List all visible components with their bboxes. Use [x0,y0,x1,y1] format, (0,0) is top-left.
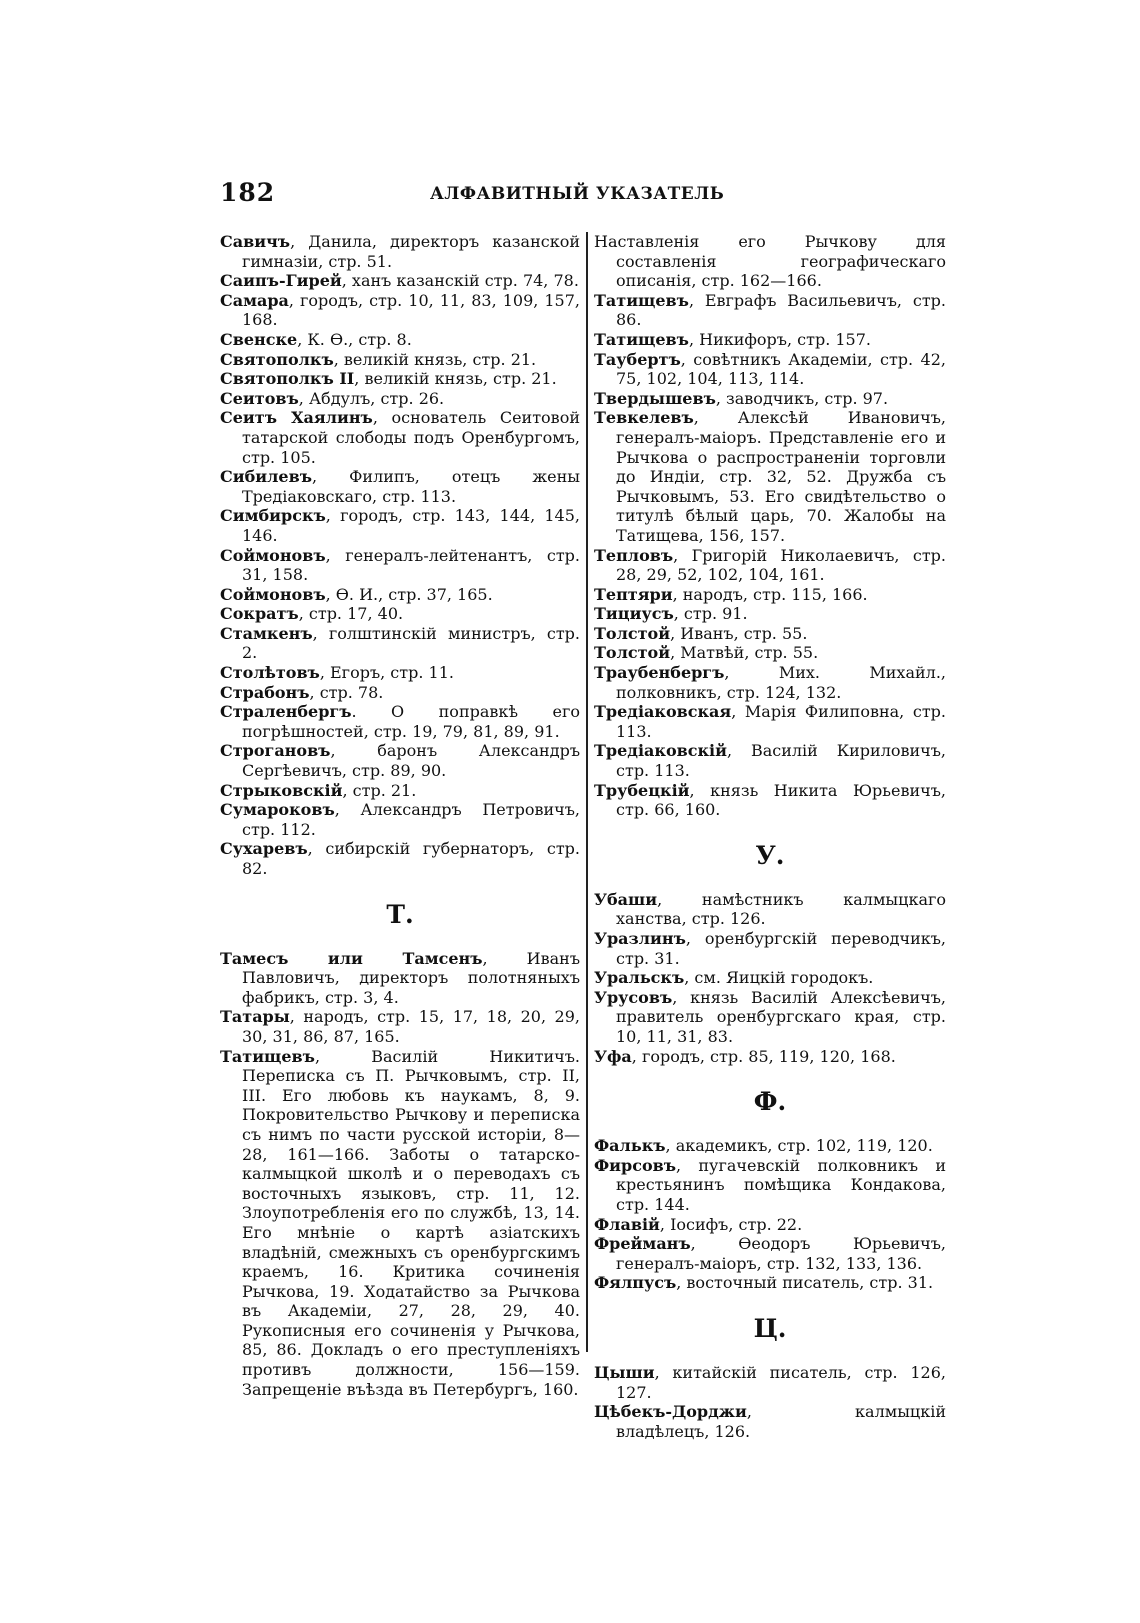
index-entry-text: , К. Ѳ., стр. 8. [297,329,412,349]
index-entry-heading: Столѣтовъ [220,663,320,683]
index-entry [220,800,580,839]
index-entry [220,663,580,683]
index-entry-text: , см. Яицкій городокъ. [684,968,874,988]
index-entry [594,585,946,605]
index-entry-heading: Строгановъ [220,741,331,761]
index-entry [594,741,946,780]
index-entry-text: , заводчикъ, стр. 97. [715,388,889,408]
index-entry [220,624,580,663]
index-entry-heading: Фрейманъ [594,1234,691,1254]
section-letter-u: У. [755,840,785,870]
index-entry-text: , стр. 17, 40. [298,604,404,624]
index-entry-text: Наставленія его Рычкову для составленія географическаго описанія, стр. 162—166. [594,232,946,291]
running-title: АЛФАВИТНЫЙ УКАЗАТЕЛЬ [430,184,725,204]
index-entry [220,369,580,389]
index-entry-heading: Уразлинъ [594,929,686,948]
index-entry-text: , князь Никита Юрьевичъ, стр. 66, 160. [616,780,946,820]
index-entry-text: , Матвѣй, стр. 55. [670,643,819,663]
index-entry-heading: Тредіаковскій [594,741,727,761]
index-entry-heading: Тициусъ [594,604,674,624]
index-entry [220,1047,580,1400]
index-entry [594,1136,946,1156]
index-entry-text: , Алексѣй Ивановичъ, генералъ-маіоръ. Представленіе его и Рычкова о распространеніи торговли до Индіи, стр. 32, 52. Дружба съ Рычковымъ, 53. Его свидѣтельство о титулѣ бѣлый царь, 70. Жалобы на Татищева, 156, 157. [616,408,946,545]
section-s-entries [220,232,580,879]
index-entry-text: , Егоръ, стр. 11. [319,663,454,683]
index-entry-heading: Урусовъ [594,987,673,1007]
index-entry-heading: Тепловъ [594,545,674,565]
index-entry-text: , совѣтникъ Академіи, стр. 42, 75, 102, 104, 113, 114. [616,349,946,389]
index-entry-heading: Таубертъ [594,349,681,369]
index-entry-text: , народъ, стр. 115, 166. [672,584,868,604]
index-entry-text: , великій князь, стр. 21. [354,369,557,389]
index-entry-heading: Толстой [594,643,671,663]
index-entry [594,1215,946,1235]
index-entry-heading: Сухаревъ [220,839,308,859]
index-entry-text: , китайскій писатель, стр. 126, 127. [616,1362,946,1402]
index-entry-text: , намѣстникъ калмыцкаго ханства, стр. 126. [616,889,946,929]
index-entry-heading: Стрыковскій [220,780,343,800]
index-entry-heading: Татищевъ [594,290,689,310]
index-entry-heading: Флавій [594,1214,660,1234]
index-entry [594,389,946,409]
index-entry-text: , Ѳеодоръ Юрьевичъ, генералъ-маіоръ, стр. 132, 133, 136. [616,1234,946,1273]
index-entry-text: , пугачевскій полковникъ и крестьянинъ помѣщика Кондакова, стр. 144. [616,1155,946,1214]
index-entry-heading: Татищевъ [594,329,689,349]
index-entry-text: , Марія Филиповна, стр. 113. [616,702,946,741]
index-entry-heading: Стамкенъ [220,623,313,643]
index-entry [594,624,946,644]
index-entry-text: , Абдулъ, стр. 26. [298,388,445,408]
index-entry-heading: Татищевъ [220,1046,315,1066]
index-entry-text: , Ѳ. И., стр. 37, 165. [325,584,493,604]
section-ts-entries [594,1363,946,1441]
index-entry [594,604,946,624]
index-entry-heading: Уфа [594,1046,632,1066]
index-entry-text: , Данила, директоръ казанской гимназіи, стр. 51. [242,232,580,271]
index-entry [220,781,580,801]
index-entry-text: , стр. 78. [309,682,384,702]
index-entry [220,683,580,703]
index-entry [220,330,580,350]
index-entry-text: , городъ, стр. 85, 119, 120, 168. [631,1046,896,1066]
index-entry [220,350,580,370]
index-entry-text: , великій князь, стр. 21. [333,349,537,369]
index-entry-heading: Соймоновъ [220,584,326,604]
index-entry [220,604,580,624]
index-entry-heading: Саипъ-Гирей [220,271,342,291]
index-entry-heading: Савичъ [220,232,291,251]
index-entry-text: , Никифоръ, стр. 157. [688,329,871,349]
index-entry [220,702,580,741]
index-entry-heading: Сумароковъ [220,800,335,820]
index-entry-heading: Страбонъ [220,682,310,702]
index-entry-text: , восточный писатель, стр. 31. [676,1273,934,1293]
index-entry-text: , сибирскій губернаторъ, стр. 82. [242,839,580,878]
section-letter-f: Ф. [753,1087,787,1117]
index-entry [220,585,580,605]
index-entry [594,546,946,585]
column-divider [586,232,588,1352]
index-entry-text: , городъ, стр. 143, 144, 145, 146. [242,506,580,545]
index-entry-text: , калмыцкій владѣлецъ, 126. [616,1402,946,1441]
index-entry-text: , ханъ казанскій стр. 74, 78. [341,271,579,291]
index-entry-heading: Фирсовъ [594,1155,677,1175]
index-entry [594,1273,946,1293]
index-entry [594,1047,946,1067]
index-entry-heading: Сибилевъ [220,467,312,487]
index-entry [220,291,580,330]
index-entry-text: , князь Василій Алексѣевичъ, правитель оренбургскаго края, стр. 10, 11, 31, 83. [616,987,946,1046]
index-entry-text: , баронъ Александръ Сергѣевичъ, стр. 89, 90. [242,741,580,781]
index-entry [220,839,580,878]
index-entry-heading: Трубецкій [594,780,690,800]
index-entry-heading: Свенске [220,329,298,349]
index-entry-text: . О поправкѣ его погрѣшностей, стр. 19, 79, 81, 89, 91. [242,702,580,741]
section-f-entries [594,1136,946,1293]
index-entry-heading: Соймоновъ [220,545,326,565]
index-entry [594,988,946,1047]
index-entry [220,546,580,585]
index-entry-heading: Фялпусъ [594,1273,677,1293]
index-entry [220,949,580,1008]
index-entry-heading: Симбирскъ [220,506,326,526]
index-entry-text: , Іосифъ, стр. 22. [659,1214,803,1234]
index-entry-text: , оренбургскій переводчикъ, стр. 31. [616,929,946,968]
index-entry-heading: Убаши [594,889,658,909]
page-number: 182 [220,178,276,207]
index-entry-heading: Тевкелевъ [594,408,694,428]
index-entry [594,663,946,702]
index-entry [220,389,580,409]
index-entry [594,643,946,663]
index-entry-text: , стр. 21. [342,780,417,800]
index-entry-heading: Страленбергъ [220,702,352,722]
section-letter-ts: Ц. [753,1313,787,1343]
index-entry [594,781,946,820]
index-entry-heading: Сеитъ Хаялинъ [220,408,373,428]
page-header [220,178,960,214]
section-u-entries [594,890,946,1066]
index-entry-heading: Тептяри [594,584,673,604]
index-entry [594,291,946,330]
index-entry-heading: Сеитовъ [220,388,299,408]
left-column [220,232,580,1399]
index-entry [594,929,946,968]
section-t-entries [220,949,580,1400]
index-entry-heading: Цѣбекъ-Дорджи [594,1402,747,1422]
index-entry-text: , академикъ, стр. 102, 119, 120. [665,1136,933,1156]
index-entry-text: , Мих. Михайл., полковникъ, стр. 124, 132. [616,663,946,702]
index-entry [594,1156,946,1215]
index-entry-text: , голштинскій министръ, стр. 2. [242,623,580,663]
index-entry [220,1007,580,1046]
index-entry-text: , Филипъ, отецъ жены Тредіаковскаго, стр. 113. [242,467,580,506]
index-entry [594,408,946,545]
section-letter-t: Т. [386,899,414,929]
index-entry-text: , народъ, стр. 15, 17, 18, 20, 29, 30, 31, 86, 87, 165. [242,1007,580,1046]
index-entry [594,1402,946,1441]
index-entry [594,232,946,291]
index-entry-text: , Евграфъ Васильевичъ, стр. 86. [616,290,946,330]
index-entry-text: , генералъ-лейтенантъ, стр. 31, 158. [242,545,580,585]
index-entry-text: , основатель Сеитовой татарской слободы подъ Оренбургомъ, стр. 105. [242,408,580,467]
section-t-continued-entries [594,232,946,820]
index-entry [220,232,580,271]
index-entry-heading: Фалькъ [594,1136,666,1156]
index-entry [594,968,946,988]
index-entry [594,1234,946,1273]
index-entry-heading: Самара [220,290,289,310]
index-entry [594,702,946,741]
index-entry [220,506,580,545]
index-entry [220,741,580,780]
index-entry [220,271,580,291]
index-entry-heading: Татары [220,1007,290,1027]
index-entry-text: , Иванъ, стр. 55. [670,623,808,643]
index-entry [220,467,580,506]
index-entry-text: , Василій Никитичъ. Переписка съ П. Рычковымъ, стр. II, III. Его любовь къ наукамъ, 8, 9. Покровительство Рычкову и переписка съ нимъ по части русской исторіи, 8—28, 161—166. Заботы о татарско-калмыцкой школѣ и о переводахъ съ восточныхъ языковъ, стр. 11, 12. Злоупотребленія его по службѣ, 13, 14. Его мнѣніе о картѣ азіатскихъ владѣній, смежныхъ съ оренбургскимъ краемъ, 16. Критика сочиненія Рычкова, 19. Ходатайство за Рычкова въ Академіи, 27, 28, 29, 40. Рукописныя его сочиненія у Рычкова, 85, 86. Докладъ о его преступленіяхъ противъ должности, 156—159. Запрещеніе въѣзда въ Петербургъ, 160. [242,1046,580,1399]
index-entry-heading: Сократъ [220,604,299,624]
index-entry-text: , Василій Кириловичъ, стр. 113. [616,741,946,781]
index-entry-text: , городъ, стр. 10, 11, 83, 109, 157, 168. [242,290,580,330]
index-entry [594,890,946,929]
index-entry-heading: Тредіаковская [594,702,732,722]
index-entry-heading: Цыши [594,1362,655,1382]
index-entry-heading: Святополкъ II [220,369,355,389]
index-entry [594,1363,946,1402]
index-entry [220,408,580,467]
index-entry-heading: Твердышевъ [594,388,716,408]
right-column [594,232,946,1441]
index-entry-heading: Святополкъ [220,349,334,369]
index-entry-text: , Григорій Николаевичъ, стр. 28, 29, 52, 102, 104, 161. [616,545,946,585]
index-entry [594,330,946,350]
index-entry-text: , стр. 91. [673,604,748,624]
index-entry-text: , Иванъ Павловичъ, директоръ полотняныхъ фабрикъ, стр. 3, 4. [242,948,581,1007]
index-entry-heading: Траубенбергъ [594,663,725,683]
index-entry-heading: Тамесъ или Тамсенъ [220,948,483,968]
index-entry-heading: Толстой [594,623,671,643]
index-entry [594,350,946,389]
index-entry-text: , Александръ Петровичъ, стр. 112. [242,800,580,839]
index-entry-heading: Уральскъ [594,968,685,988]
